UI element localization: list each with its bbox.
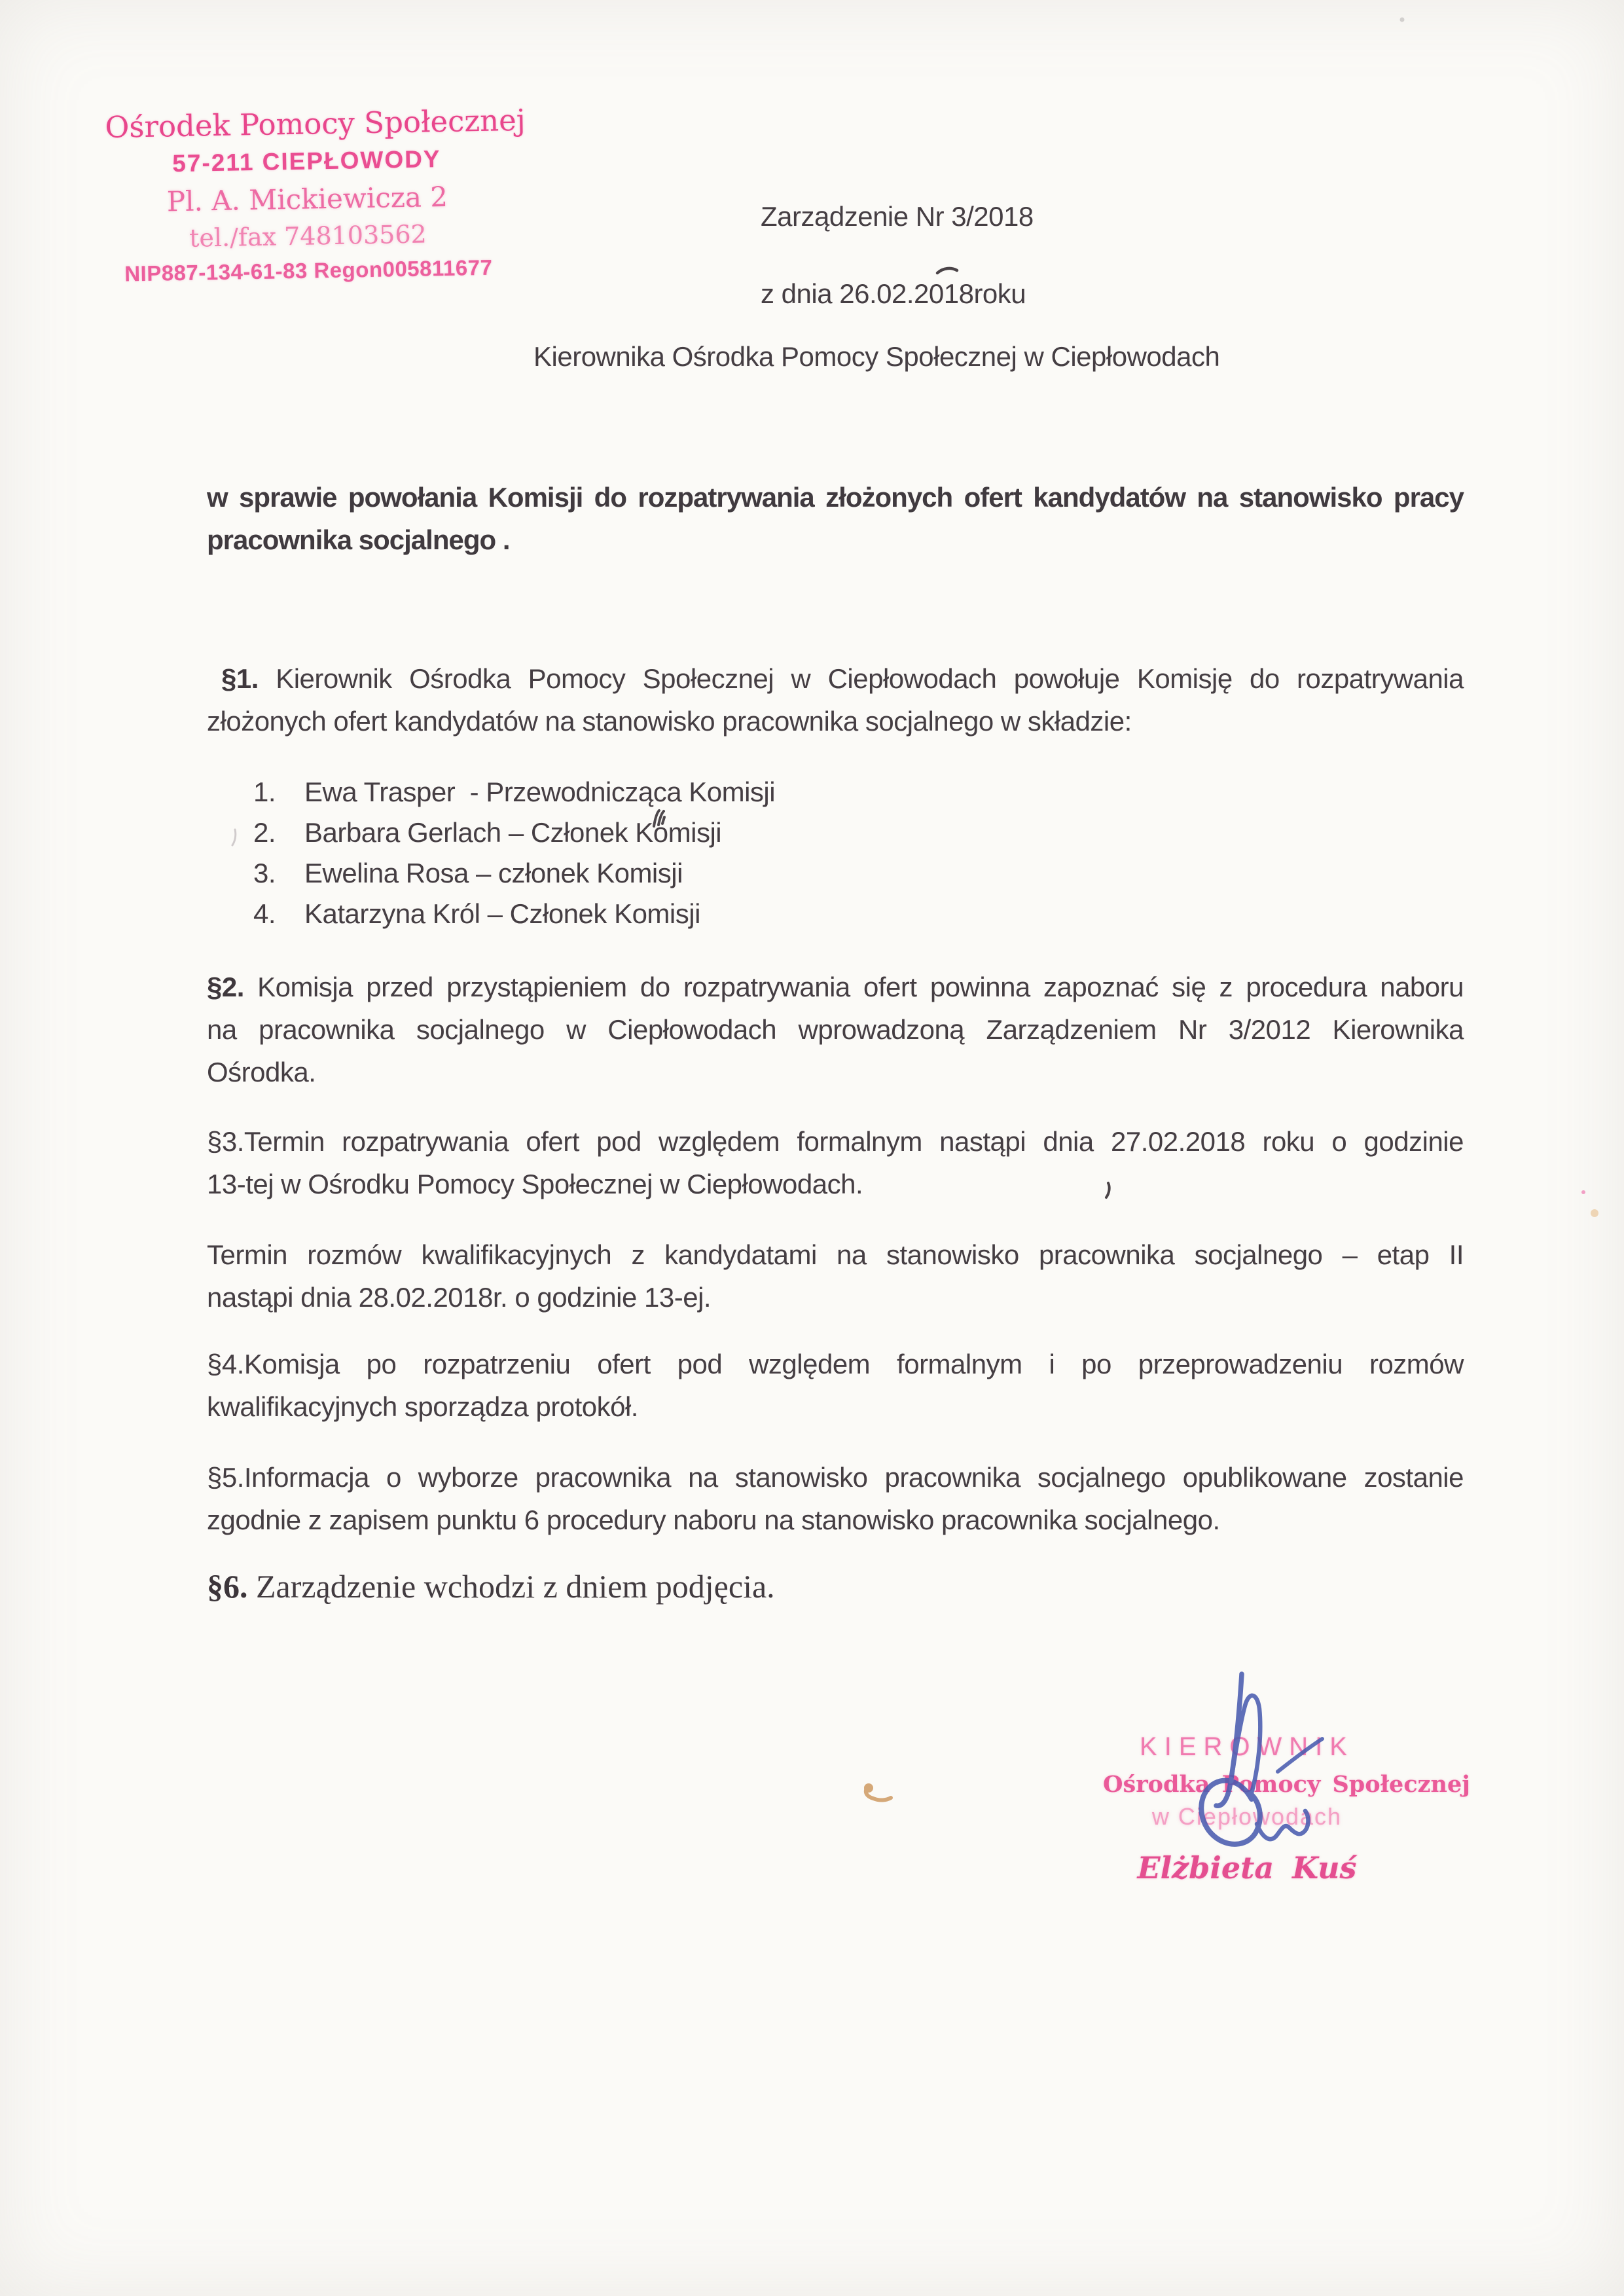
order-title: Zarządzenie Nr 3/2018 [761,201,1034,232]
paragraph-3-line-1: §3.Termin rozpatrywania ofert pod względem formalnym nastąpi dnia 27.02.2018 roku o godzinie [207,1126,1464,1157]
paragraph-2-line-1: §2. Komisja przed przystąpieniem do rozpatrywania ofert powinna zapoznać się z procedura naboru [207,972,1464,1002]
committee-list [253,772,775,934]
row-text: Ewa Trasper - Przewodnicząca Komisji [304,776,776,807]
letterhead-stamp [105,102,526,287]
paragraph-5 [207,1456,1464,1541]
paragraph-2-prefix: §2. [207,972,244,1002]
signature-org: Ośrodka Pomocy Społecznej [1103,1771,1470,1798]
paragraph-6: §6. Zarządzenie wchodzi z dniem podjęcia. [207,1568,775,1605]
ink-mark-over-date [937,268,957,273]
paragraph-3b-line-2: nastąpi dnia 28.02.2018r. o godzinie 13-ej. [207,1282,712,1313]
stamp-street-address: Pl. A. Mickiewicza 2 [166,180,448,218]
faint-mark-left-margin [232,829,236,845]
pink-speck [1581,1190,1585,1194]
paragraph-4-line-2: kwalifikacyjnych sporządza protokół. [207,1391,638,1422]
paragraph-6-prefix: §6. [207,1568,248,1605]
stamp-org-name: Ośrodek Pomocy Społecznej [105,102,526,145]
subject-line-1: w sprawie powołania Komisji do rozpatrywania złożonych ofert kandydatów na stanowisko pracy [207,482,1464,513]
committee-row-2 [253,812,775,853]
gray-speck-top [1400,18,1405,22]
stamp-postal-city: 57-211 CIEPŁOWODY [171,145,441,177]
subject-line-2: pracownika socjalnego . [207,524,510,555]
signature-stamp [1103,1732,1470,1886]
paragraph-3b [207,1233,1464,1319]
paragraph-2-line-2: na pracownika socjalnego w Ciepłowodach wprowadzoną Zarządzeniem Nr 3/2012 Kierownika [207,1014,1464,1045]
paragraph-2-line-3: Ośrodka. [207,1057,316,1087]
subject-paragraph [207,476,1464,561]
row-number: 3. [253,858,276,888]
row-text: Katarzyna Król – Członek Komisji [304,898,700,929]
signature-role: KIEROWNIK [1140,1732,1354,1761]
row-text: Ewelina Rosa – członek Komisji [304,858,683,888]
paragraph-5-line-2: zgodnie z zapisem punktu 6 procedury naboru na stanowisko pracownika socjalnego. [207,1504,1220,1535]
paragraph-4-line-1: §4.Komisja po rozpatrzeniu ofert pod względem formalnym i po przeprowadzeniu rozmów [207,1349,1464,1379]
paragraph-3b-line-1: Termin rozmów kwalifikacyjnych z kandydatami na stanowisko pracownika socjalnego – etap II [207,1239,1464,1270]
paragraph-1-line-2: złożonych ofert kandydatów na stanowisko pracownika socjalnego w składzie: [207,706,1132,737]
paragraph-1-prefix: §1. [221,663,259,694]
paragraph-1-line-1: §1. Kierownik Ośrodka Pomocy Społecznej w Ciepłowodach powołuje Komisję do rozpatrywania [221,663,1464,694]
committee-row-4 [253,894,775,934]
signature-place: w Ciepłowodach [1151,1803,1343,1830]
orange-pen-squiggle [864,1783,891,1800]
stamp-phone-fax: tel./fax 748103562 [189,219,427,253]
signature-name: Elżbieta Kuś [1137,1850,1357,1886]
paragraph-5-line-1: §5.Informacja o wyborze pracownika na stanowisko pracownika socjalnego opublikowane zostanie [207,1462,1464,1493]
order-date-line: z dnia 26.02.2018roku [761,278,1026,309]
paragraph-3 [207,1120,1464,1205]
row-number: 1. [253,776,276,807]
row-number: 2. [253,817,276,848]
stamp-nip-regon: NIP887-134-61-83 Regon005811677 [124,255,493,286]
committee-row-1 [253,772,775,812]
order-issuer-line: Kierownika Ośrodka Pomocy Społecznej w Ciepłowodach [533,341,1220,372]
committee-row-3 [253,853,775,894]
row-number: 4. [253,898,276,929]
paragraph-3-line-2: 13-tej w Ośrodku Pomocy Społecznej w Ciepłowodach. [207,1169,863,1199]
tan-speck [1591,1209,1598,1217]
paragraph-2 [207,966,1464,1093]
paragraph-1 [207,657,1464,742]
paragraph-4 [207,1343,1464,1428]
row-text: Barbara Gerlach – Członek Komisji [304,817,722,848]
